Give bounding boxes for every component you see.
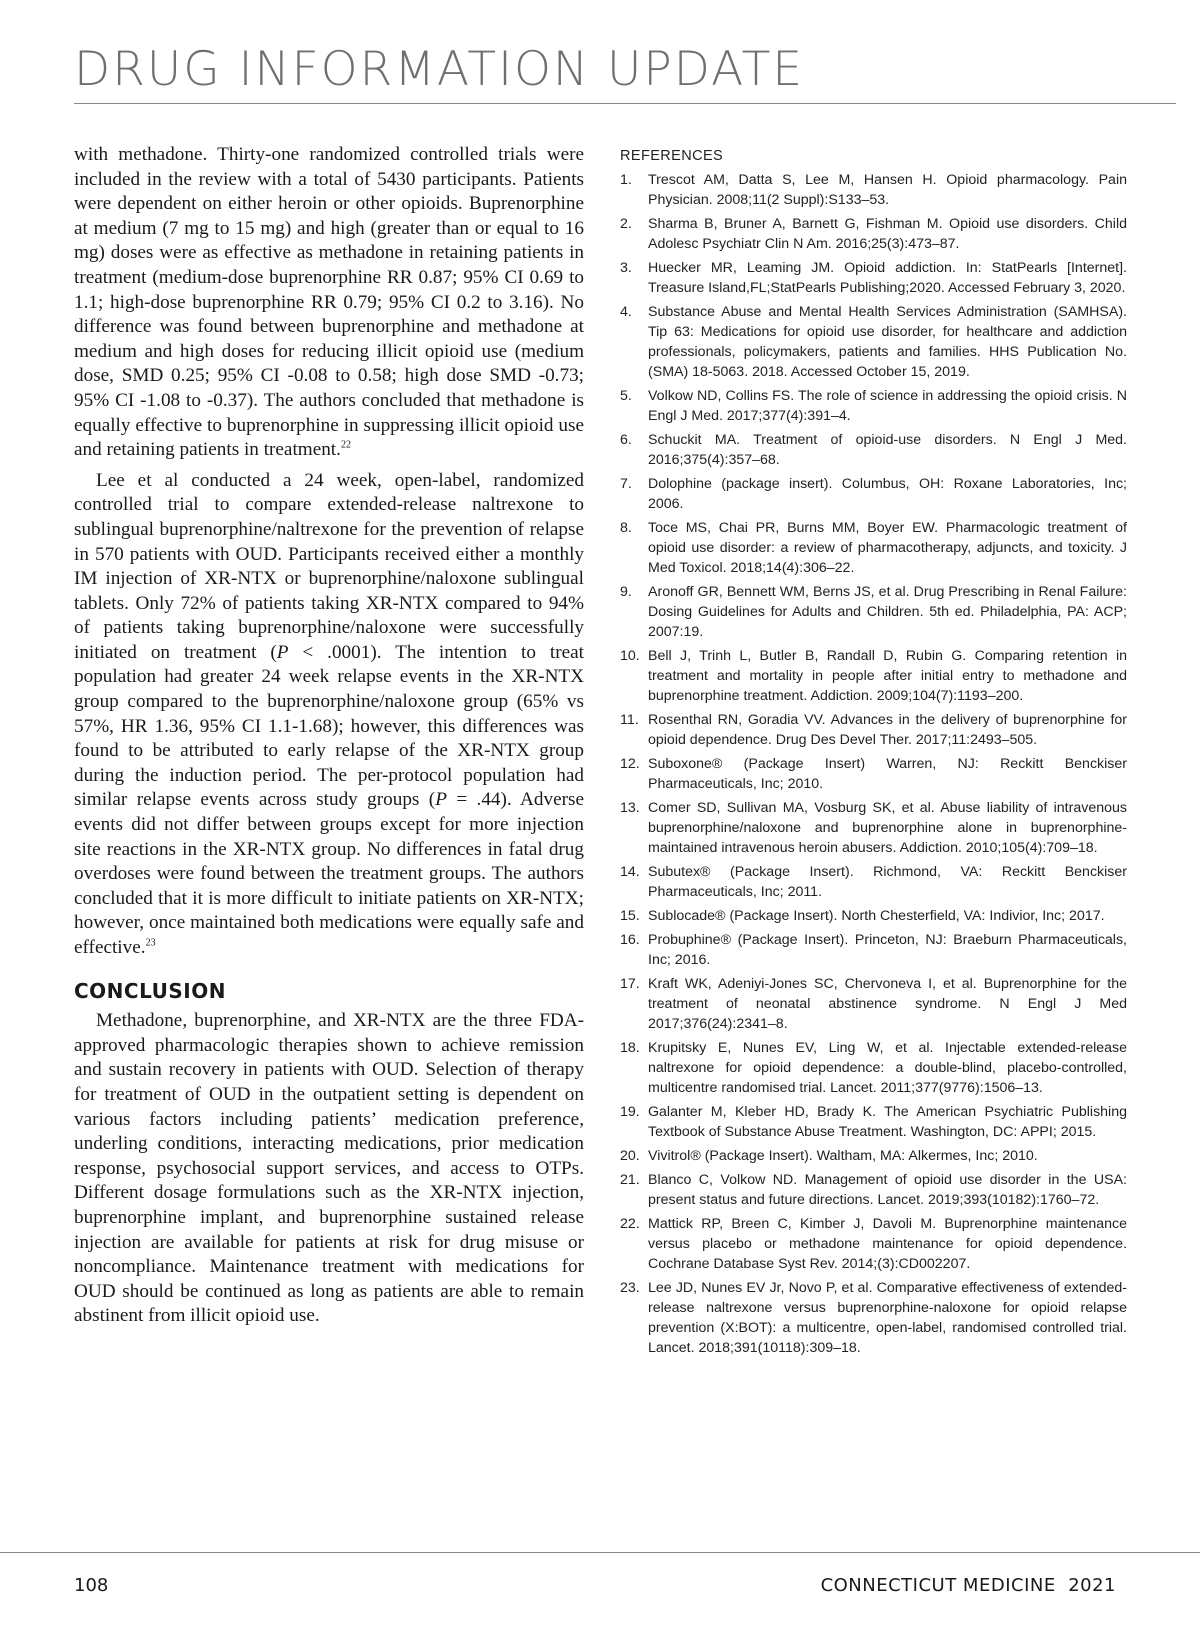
reference-item: [620, 386, 1127, 426]
reference-text: Mattick RP, Breen C, Kimber J, Davoli M. Buprenorphine maintenance versus placebo or methadone maintenance for opioid dependence. Cochrane Database Syst Rev. 2014;(3):CD002207.: [648, 1216, 1127, 1272]
reference-number: 23.: [620, 1280, 640, 1296]
body-paragraph: [74, 1009, 584, 1329]
reference-number: 3.: [620, 260, 632, 276]
reference-item: [620, 1038, 1127, 1098]
reference-number: 7.: [620, 476, 632, 492]
reference-text: Suboxone® (Package Insert) Warren, NJ: Reckitt Benckiser Pharmaceuticals, Inc; 2010.: [648, 756, 1127, 792]
reference-number: 9.: [620, 584, 632, 600]
reference-item: [620, 302, 1127, 382]
reference-number: 10.: [620, 648, 640, 664]
reference-text: Lee JD, Nunes EV Jr, Novo P, et al. Comparative effectiveness of extended-release naltrexone versus buprenorphine-naloxone for opioid relapse prevention (X:BOT): a multicentre, open-label, randomised controlled trial. Lancet. 2018;391(10118):309–18.: [648, 1280, 1127, 1356]
citation-superscript: 22: [340, 439, 351, 451]
reference-number: 6.: [620, 432, 632, 448]
reference-text: Trescot AM, Datta S, Lee M, Hansen H. Opioid pharmacology. Pain Physician. 2008;11(2 Suppl):S133–53.: [648, 172, 1127, 208]
page-header-title: DRUG INFORMATION UPDATE: [74, 42, 805, 97]
reference-item: [620, 170, 1127, 210]
reference-item: [620, 646, 1127, 706]
reference-text: Schuckit MA. Treatment of opioid-use disorders. N Engl J Med. 2016;375(4):357–68.: [648, 432, 1127, 468]
reference-item: [620, 798, 1127, 858]
body-paragraph: [74, 143, 584, 463]
reference-number: 5.: [620, 388, 632, 404]
reference-item: [620, 258, 1127, 298]
body-paragraph: [74, 469, 584, 961]
reference-number: 15.: [620, 908, 640, 924]
reference-text: Aronoff GR, Bennett WM, Berns JS, et al. Drug Prescribing in Renal Failure: Dosing Guidelines for Adults and Children. 5th ed. Philadelphia, PA: ACP; 2007:19.: [648, 584, 1127, 640]
body-column: [74, 143, 584, 1329]
reference-number: 2.: [620, 216, 632, 232]
reference-text: Vivitrol® (Package Insert). Waltham, MA: Alkermes, Inc; 2010.: [648, 1148, 1038, 1164]
reference-list: [620, 170, 1127, 1358]
p-value-symbol: P: [276, 641, 289, 663]
reference-item: [620, 214, 1127, 254]
reference-text: Krupitsky E, Nunes EV, Ling W, et al. Injectable extended-release naltrexone for opioid dependence: a double-blind, placebo-controlled, multicentre randomised trial. Lancet. 2011;377(9776):1506–13.: [648, 1040, 1127, 1096]
paragraph-text: = .44). Adverse events did not differ between groups except for more injection site reactions in the XR-NTX group. No differences in fatal drug overdoses were found between the treatment groups. The authors concluded that it is more difficult to initiate patients on XR-NTX; however, once maintained both medications were equally safe and effective.: [74, 789, 584, 958]
reference-number: 18.: [620, 1040, 640, 1056]
reference-text: Bell J, Trinh L, Butler B, Randall D, Rubin G. Comparing retention in treatment and mortality in people after initial entry to methadone and buprenorphine treatment. Addiction. 2009;104(7):1193–200.: [648, 648, 1127, 704]
reference-item: [620, 930, 1127, 970]
reference-item: [620, 474, 1127, 514]
reference-text: Substance Abuse and Mental Health Services Administration (SAMHSA). Tip 63: Medications for opioid use disorder, for healthcare and addiction professionals, policymakers, patients and families. HHS Publication No. (SMA) 18-5063. 2018. Accessed October 15, 2019.: [648, 304, 1127, 380]
reference-item: [620, 1214, 1127, 1274]
reference-item: [620, 1102, 1127, 1142]
reference-item: [620, 974, 1127, 1034]
reference-item: [620, 1278, 1127, 1358]
reference-item: [620, 710, 1127, 750]
reference-item: [620, 582, 1127, 642]
reference-number: 17.: [620, 976, 640, 992]
reference-item: [620, 862, 1127, 902]
reference-item: [620, 1146, 1127, 1166]
reference-text: Kraft WK, Adeniyi-Jones SC, Chervoneva I, et al. Buprenorphine for the treatment of neonatal abstinence syndrome. N Engl J Med 2017;376(24):2341–8.: [648, 976, 1127, 1032]
header-divider: [74, 103, 1176, 104]
p-value-symbol: P: [435, 789, 447, 811]
reference-text: Dolophine (package insert). Columbus, OH: Roxane Laboratories, Inc; 2006.: [648, 476, 1127, 512]
reference-number: 20.: [620, 1148, 640, 1164]
reference-item: [620, 754, 1127, 794]
reference-number: 16.: [620, 932, 640, 948]
reference-number: 14.: [620, 864, 640, 880]
reference-item: [620, 430, 1127, 470]
reference-number: 1.: [620, 172, 632, 188]
paragraph-text: Methadone, buprenorphine, and XR-NTX are the three FDA-approved pharmacologic therapies shown to achieve remission and sustain recovery in patients with OUD. Selection of therapy for treatment of OUD in the outpatient setting is dependent on various factors including patients’ medication preference, underling conditions, interacting medications, prior medication response, psychosocial support services, and access to OTPs. Different dosage formulations such as the XR-NTX injection, buprenorphine implant, and buprenorphine sustained release injection are available for patients at risk for drug misuse or noncompliance. Maintenance treatment with medications for OUD should be continued as long as patients are able to remain abstinent from illicit opioid use.: [74, 1010, 584, 1327]
reference-number: 22.: [620, 1216, 640, 1232]
reference-number: 19.: [620, 1104, 640, 1120]
reference-text: Comer SD, Sullivan MA, Vosburg SK, et al. Abuse liability of intravenous buprenorphine/naloxone and buprenorphine alone in buprenorphine-maintained intravenous heroin abusers. Addiction. 2010;105(4):709–18.: [648, 800, 1127, 856]
reference-item: [620, 1170, 1127, 1210]
journal-name: CONNECTICUT MEDICINE: [820, 1575, 1056, 1596]
references-column: [620, 146, 1127, 1362]
journal-year: 2021: [1068, 1575, 1116, 1596]
reference-text: Subutex® (Package Insert). Richmond, VA: Reckitt Benckiser Pharmaceuticals, Inc; 2011.: [648, 864, 1127, 900]
reference-text: Huecker MR, Leaming JM. Opioid addiction. In: StatPearls [Internet]. Treasure Island,FL;StatPearls Publishing;2020. Accessed February 3, 2020.: [648, 260, 1127, 296]
reference-number: 12.: [620, 756, 640, 772]
reference-item: [620, 518, 1127, 578]
reference-number: 11.: [620, 712, 639, 728]
reference-text: Volkow ND, Collins FS. The role of science in addressing the opioid crisis. N Engl J Med. 2017;377(4):391–4.: [648, 388, 1127, 424]
reference-number: 13.: [620, 800, 640, 816]
paragraph-text: < .0001). The intention to treat population had greater 24 week relapse events in the XR-NTX group compared to the buprenorphine/naloxone group (65% vs 57%, HR 1.36, 95% CI 1.1-1.68); however, this differences was found to be attributed to early relapse of the XR-NTX group during the induction period. The per-protocol population had similar relapse events across study groups (: [74, 641, 585, 811]
page-number: 108: [74, 1575, 109, 1596]
paragraph-text: Lee et al conducted a 24 week, open-label, randomized controlled trial to compare extended-release naltrexone to sublingual buprenorphine/naltrexone for the prevention of relapse in 570 patients with OUD. Participants received either a monthly IM injection of XR-NTX or buprenorphine/naloxone sublingual tablets. Only 72% of patients taking XR-NTX compared to 94% of patients taking buprenorphine/naloxone were successfully initiated on treatment (: [74, 469, 584, 663]
reference-text: Sublocade® (Package Insert). North Chesterfield, VA: Indivior, Inc; 2017.: [648, 908, 1105, 924]
reference-item: [620, 906, 1127, 926]
reference-text: Rosenthal RN, Goradia VV. Advances in the delivery of buprenorphine for opioid dependence. Drug Des Devel Ther. 2017;11:2493–505.: [648, 712, 1127, 748]
reference-text: Galanter M, Kleber HD, Brady K. The American Psychiatric Publishing Textbook of Substance Abuse Treatment. Washington, DC: APPI; 2015.: [648, 1104, 1127, 1140]
reference-text: Toce MS, Chai PR, Burns MM, Boyer EW. Pharmacologic treatment of opioid use disorder: a review of pharmacotherapy, adjuncts, and toxicity. J Med Toxicol. 2018;14(4):306–22.: [648, 520, 1127, 576]
reference-text: Blanco C, Volkow ND. Management of opioid use disorder in the USA: present status and future directions. Lancet. 2019;393(10182):1760–72.: [648, 1172, 1127, 1208]
reference-text: Sharma B, Bruner A, Barnett G, Fishman M. Opioid use disorders. Child Adolesc Psychiatr Clin N Am. 2016;25(3):473–87.: [648, 216, 1127, 252]
reference-number: 21.: [620, 1172, 640, 1188]
footer-divider: [0, 1552, 1200, 1553]
reference-number: 8.: [620, 520, 632, 536]
reference-text: Probuphine® (Package Insert). Princeton, NJ: Braeburn Pharmaceuticals, Inc; 2016.: [648, 932, 1127, 968]
journal-footer: [821, 1575, 1116, 1596]
references-heading: REFERENCES: [620, 148, 724, 164]
conclusion-heading: CONCLUSION: [74, 978, 226, 1003]
citation-superscript: 23: [145, 937, 156, 949]
paragraph-text: with methadone. Thirty-one randomized controlled trials were included in the review with a total of 5430 participants. Patients were dependent on either heroin or other opioids. Buprenorphine at medium (7 mg to 15 mg) and high (greater than or equal to 16 mg) doses were as effective as methadone in retaining patients in treatment (medium-dose buprenorphine RR 0.87; 95% CI 0.69 to 1.1; high-dose buprenorphine RR 0.79; 95% CI 0.2 to 3.16). No difference was found between buprenorphine and methadone at medium and high doses for reducing illicit opioid use (medium dose, SMD 0.25; 95% CI -0.08 to 0.58; high dose SMD -0.73; 95% CI -1.08 to -0.37). The authors concluded that methadone is equally effective to buprenorphine in suppressing illicit opioid use and retaining patients in treatment.: [74, 144, 584, 461]
reference-number: 4.: [620, 304, 632, 320]
